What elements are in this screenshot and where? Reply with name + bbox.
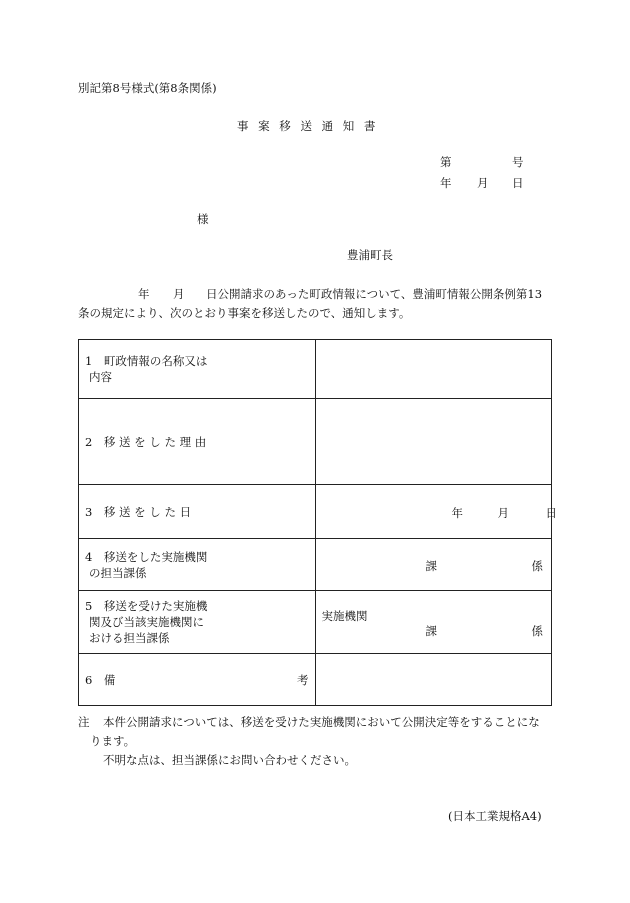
row2-value xyxy=(315,399,552,485)
intro-month: 月 xyxy=(173,287,185,301)
row5-value xyxy=(315,591,552,654)
row5-agency: 実施機関 xyxy=(321,609,368,623)
row1-label xyxy=(79,340,316,399)
note-line-2: ります。 xyxy=(90,734,136,748)
row3-value xyxy=(315,485,557,539)
row6-label xyxy=(79,654,316,706)
row4-kakari: 係 xyxy=(531,559,543,573)
note-prefix: 注 xyxy=(78,715,90,729)
row1-value xyxy=(315,340,552,399)
paper-size: (日本工業規格A4) xyxy=(448,809,542,823)
number-dai: 第 xyxy=(440,155,452,169)
row6-ko: 考 xyxy=(297,672,309,687)
row5-ka: 課 xyxy=(425,624,437,638)
row5-label-line2: 関及び当該実施機関に xyxy=(89,615,204,629)
row2-label: 2 移 送 を し た 理 由 xyxy=(79,399,316,485)
intro-line-1: 日公開請求のあった町政情報について、豊浦町情報公開条例第13 xyxy=(206,287,543,301)
date-month: 月 xyxy=(477,176,489,190)
row5-label xyxy=(79,591,316,654)
note-line-1: 本件公開請求については、移送を受けた実施機関において公開決定等をすることにな xyxy=(103,715,540,729)
row5-label-line3: おける担当課係 xyxy=(89,631,170,645)
sender: 豊浦町長 xyxy=(347,248,393,262)
row6-num: 6 備 xyxy=(85,672,116,687)
row3-month: 月 xyxy=(497,506,509,520)
row4-label-line1: 4 移送をした実施機関 xyxy=(85,549,208,564)
intro-line-2: 条の規定により、次のとおり事案を移送したので、通知します。 xyxy=(78,306,411,320)
date-year: 年 xyxy=(440,176,452,190)
addressee-suffix: 様 xyxy=(197,212,209,226)
row4-label-line2: の担当課係 xyxy=(89,565,147,580)
row1-label-line1: 1 町政情報の名称又は xyxy=(85,354,208,368)
row6-value xyxy=(315,654,552,706)
row4-label xyxy=(79,539,316,591)
row3-label: 3 移 送 を し た 日 xyxy=(79,485,316,539)
row4-value xyxy=(315,539,552,591)
form-id: 別記第8号様式(第8条関係) xyxy=(78,81,217,95)
number-go: 号 xyxy=(512,155,524,169)
row5-label-line1: 5 移送を受けた実施機 xyxy=(85,599,208,613)
row3-year: 年 xyxy=(451,506,463,520)
details-table xyxy=(78,339,557,706)
row4-ka: 課 xyxy=(425,559,437,573)
intro-year: 年 xyxy=(138,287,150,301)
row5-kakari: 係 xyxy=(531,624,543,638)
date-day: 日 xyxy=(512,176,524,190)
document-title: 事 案 移 送 通 知 書 xyxy=(237,119,379,133)
row3-day: 日 xyxy=(545,506,557,520)
note-line-3: 不明な点は、担当課係にお問い合わせください。 xyxy=(103,753,356,767)
row1-label-line2: 内容 xyxy=(89,370,112,384)
